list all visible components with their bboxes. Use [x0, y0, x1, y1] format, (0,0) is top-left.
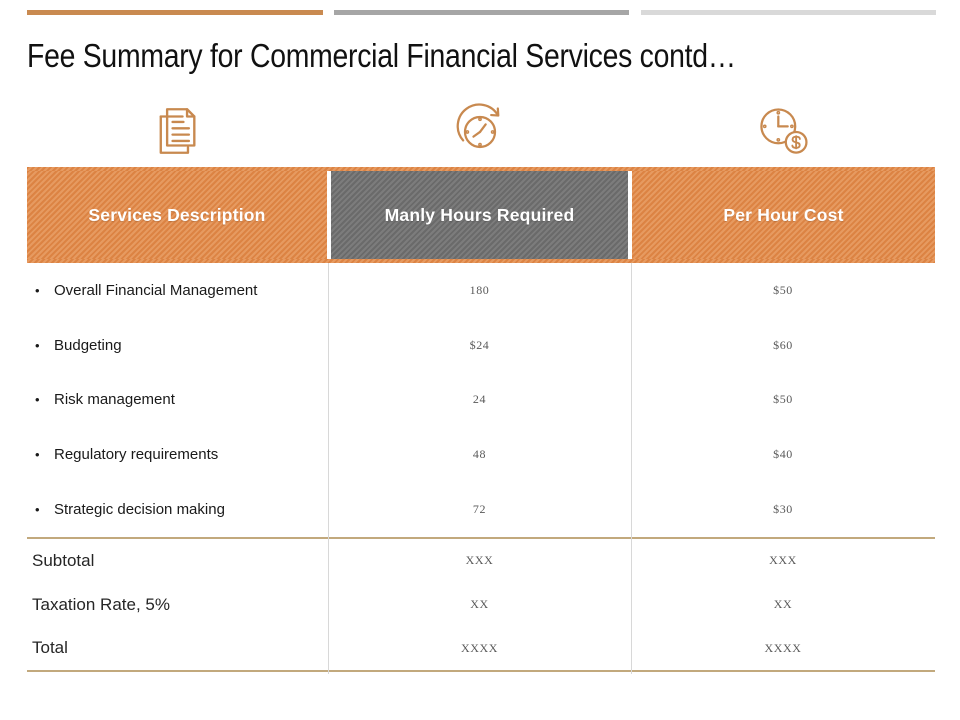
- table-summary: [27, 537, 935, 672]
- hours-value: 180: [469, 282, 490, 297]
- icon-cell-cost: [631, 100, 935, 162]
- summary-row-subtotal: [27, 539, 935, 583]
- bullet-icon: •: [35, 392, 40, 408]
- page-title: Fee Summary for Commercial Financial Services contd…: [27, 37, 736, 74]
- column-divider: [631, 263, 632, 674]
- cost-value: $40: [773, 447, 793, 462]
- table-header-row: [27, 167, 935, 263]
- column-divider: [328, 263, 329, 674]
- header-manly-hours-required: Manly Hours Required: [331, 171, 628, 259]
- icon-cell-services: [27, 100, 328, 162]
- cost-value: $50: [773, 282, 793, 297]
- table-body: [27, 263, 935, 537]
- summary-label: Total: [32, 638, 68, 658]
- table-row: [27, 318, 935, 373]
- table-row: [27, 427, 935, 482]
- header-per-hour-cost: Per Hour Cost: [632, 171, 935, 259]
- hours-value: 48: [472, 447, 487, 462]
- service-label: Overall Financial Management: [54, 281, 258, 299]
- summary-row-total: [27, 626, 935, 670]
- service-label: Regulatory requirements: [54, 446, 219, 464]
- hours-value: $24: [469, 337, 490, 352]
- cost-value: XXXX: [764, 640, 802, 655]
- clock-dollar-icon: [753, 101, 813, 161]
- service-label: Risk management: [54, 391, 175, 409]
- hours-value: XX: [470, 597, 489, 611]
- bullet-icon: •: [35, 282, 40, 298]
- summary-label: Taxation Rate, 5%: [32, 594, 170, 614]
- table-row: [27, 482, 935, 537]
- document-pages-icon: [149, 102, 207, 160]
- bullet-icon: •: [35, 502, 40, 518]
- cost-value: $60: [773, 337, 793, 352]
- hours-value: 24: [472, 392, 487, 407]
- service-label: Strategic decision making: [54, 501, 225, 519]
- accent-bar-light-gray: [641, 10, 936, 15]
- table-row: [27, 263, 935, 318]
- bullet-icon: •: [35, 337, 40, 353]
- hours-value: XXXX: [460, 640, 499, 655]
- header-services-description: Services Description: [27, 171, 327, 259]
- icon-cell-hours: [328, 100, 631, 162]
- cost-value: XXX: [769, 553, 797, 568]
- summary-row-taxation: [27, 583, 935, 627]
- hours-value: 72: [472, 502, 487, 517]
- icon-row: [27, 100, 935, 162]
- cost-value: XX: [773, 597, 793, 611]
- cost-value: $50: [773, 392, 793, 407]
- summary-label: Subtotal: [32, 550, 95, 570]
- service-label: Budgeting: [54, 336, 122, 354]
- accent-bar-gray: [334, 10, 629, 15]
- cost-value: $30: [773, 502, 793, 517]
- clock-arrow-icon: [450, 101, 510, 161]
- bullet-icon: •: [35, 447, 40, 463]
- table-row: [27, 373, 935, 428]
- hours-value: XXX: [465, 553, 494, 568]
- fee-summary-table: [27, 167, 935, 674]
- accent-bar-orange: [27, 10, 323, 15]
